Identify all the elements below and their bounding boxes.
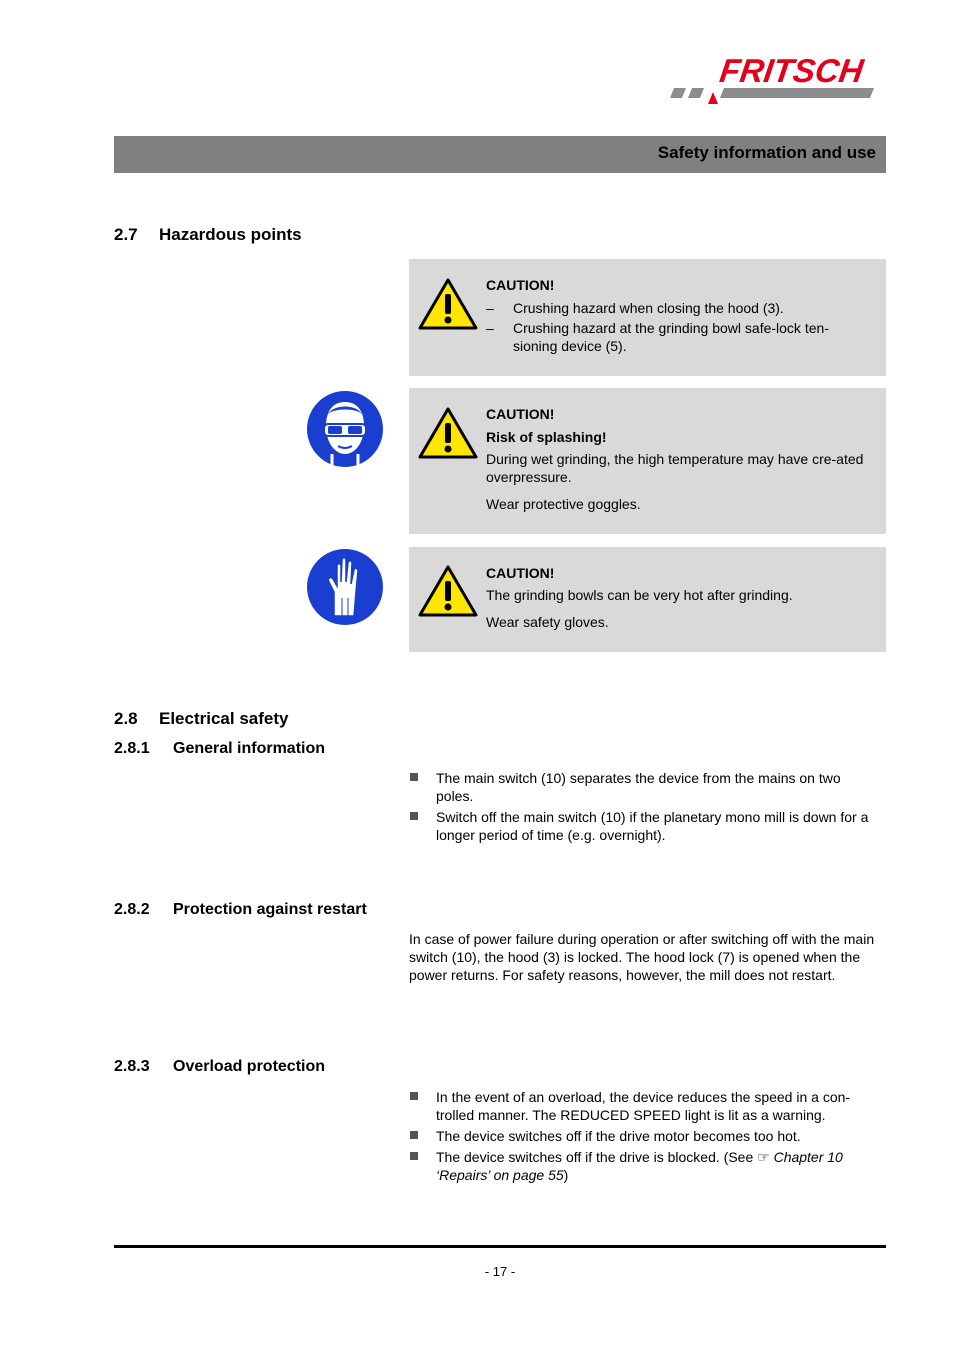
caution-instruction: Wear safety gloves. bbox=[486, 614, 609, 630]
heading-2-8 bbox=[114, 709, 288, 729]
list-item: – Crushing hazard when closing the hood (3). bbox=[486, 300, 784, 316]
heading-2-8-3 bbox=[114, 1058, 325, 1076]
bullet-square-icon bbox=[410, 1092, 418, 1100]
heading-number: 2.8.1 bbox=[114, 740, 150, 757]
list-item bbox=[409, 1148, 881, 1184]
safety-gloves-icon bbox=[304, 546, 386, 628]
bullet-square-icon bbox=[410, 773, 418, 781]
heading-text: Protection against restart bbox=[173, 901, 367, 918]
heading-text: General information bbox=[173, 740, 326, 757]
bullet-square-icon bbox=[410, 1131, 418, 1139]
caution-paragraph: The grinding bowls can be very hot after grinding. bbox=[486, 587, 793, 603]
caution-subtitle: Risk of splashing! bbox=[486, 429, 607, 445]
heading-number: 2.7 bbox=[114, 225, 138, 244]
list-item bbox=[409, 1088, 881, 1124]
caution-text bbox=[486, 564, 866, 631]
bullet-square-icon bbox=[410, 1152, 418, 1160]
caution-box-splashing bbox=[409, 388, 886, 534]
logo-wordmark: FRITSCH bbox=[717, 52, 866, 89]
list-item bbox=[409, 769, 881, 805]
list-item-text: The main switch (10) separates the device from the mains on two poles. bbox=[436, 770, 841, 804]
list-item-text: In the event of an overload, the device reduces the speed in a con-trolled manner. The REDUCED SPEED light is lit as a warning. bbox=[436, 1089, 851, 1123]
caution-box-hot-bowls bbox=[409, 547, 886, 652]
restart-paragraph: In case of power failure during operation or after switching off with the main switch (10), the hood (3) is locked. The hood lock (7) is opened when the power returns. For safety reasons, however, the mill does not restart. bbox=[409, 931, 875, 983]
page-number: - 17 - bbox=[484, 1264, 516, 1279]
bullet-square-icon bbox=[410, 812, 418, 820]
caution-text bbox=[486, 405, 866, 513]
caution-box-crushing bbox=[409, 259, 886, 376]
caution-title: CAUTION! bbox=[486, 406, 555, 422]
heading-2-8-2 bbox=[114, 901, 367, 919]
heading-number: 2.8.3 bbox=[114, 1058, 150, 1075]
heading-text: Overload protection bbox=[173, 1058, 326, 1075]
list-item bbox=[409, 808, 881, 844]
heading-2-7 bbox=[114, 225, 302, 245]
heading-number: 2.8.2 bbox=[114, 901, 150, 918]
caution-text bbox=[486, 276, 866, 355]
section-header-bar bbox=[114, 136, 886, 173]
heading-text: Electrical safety bbox=[159, 709, 289, 728]
list-item-text: Crushing hazard when closing the hood (3). bbox=[513, 300, 784, 316]
general-info-list bbox=[409, 769, 881, 847]
caution-title: CAUTION! bbox=[486, 277, 555, 293]
warning-triangle-icon bbox=[418, 565, 478, 617]
list-item bbox=[409, 1127, 881, 1145]
warning-triangle-icon bbox=[418, 407, 478, 459]
heading-number: 2.8 bbox=[114, 709, 138, 728]
pointing-hand-icon: ☞ bbox=[757, 1149, 774, 1165]
list-item: – Crushing hazard at the grinding bowl safe-lock ten-sioning device (5). bbox=[486, 320, 829, 354]
fritsch-logo bbox=[668, 52, 888, 112]
caution-instruction: Wear protective goggles. bbox=[486, 496, 641, 512]
heading-2-8-1 bbox=[114, 740, 325, 758]
warning-triangle-icon bbox=[418, 278, 478, 330]
list-item-text: Switch off the main switch (10) if the planetary mono mill is down for a longer period of time (e.g. overnight). bbox=[436, 809, 869, 843]
footer-divider bbox=[114, 1245, 886, 1248]
list-item-text: The device switches off if the drive motor becomes too hot. bbox=[436, 1128, 801, 1144]
header-title: Safety information and use bbox=[657, 143, 876, 162]
chapter-link[interactable]: Chapter 10 ‘Repairs’ on page 55 bbox=[436, 1149, 843, 1183]
caution-title: CAUTION! bbox=[486, 565, 555, 581]
overload-list bbox=[409, 1088, 881, 1187]
caution-paragraph: During wet grinding, the high temperature may have cre-ated overpressure. bbox=[486, 451, 864, 485]
list-item-suffix: ) bbox=[563, 1167, 569, 1183]
list-item-text: Crushing hazard at the grinding bowl safe-lock ten-sioning device (5). bbox=[513, 320, 829, 354]
list-item-text: The device switches off if the drive is blocked. (See bbox=[436, 1149, 758, 1165]
protective-goggles-icon bbox=[304, 388, 386, 470]
heading-text: Hazardous points bbox=[159, 225, 302, 244]
